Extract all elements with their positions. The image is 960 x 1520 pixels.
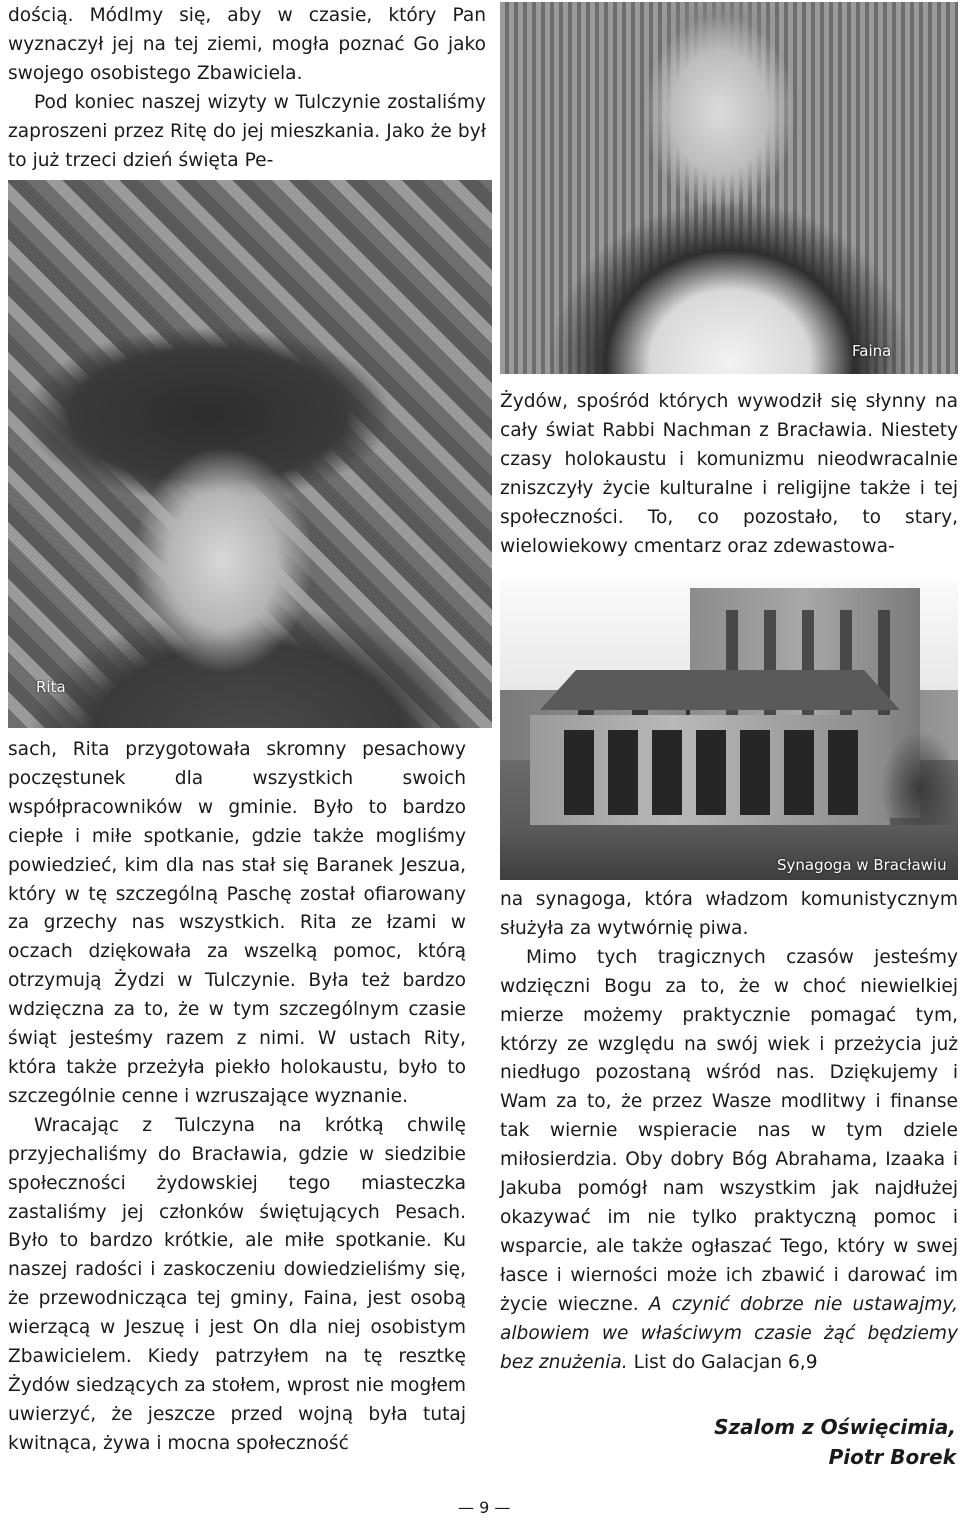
text-column-right-middle xyxy=(500,388,958,561)
bible-quote: A czynić dobrze nie ustawajmy, albowiem we właściwym czasie żąć będziemy bez znużenia. xyxy=(500,1293,958,1373)
photo-synagogue xyxy=(500,580,958,880)
paragraph: sach, Rita przygotowała skromny pesachowy poczęstunek dla wszystkich swoich współpracowników w gminie. Było to bardzo ciepłe i miłe spotkanie, gdzie także mogliśmy powiedzieć, kim dla nas stał się Baranek Jeszua, który w tę szczególną Paschę został ofiarowany za grzechy nas wszystkich. Rita ze łzami w oczach dziękowała za wszelką pomoc, którą otrzymują Żydzi w Tulczynie. Była też bardzo wdzięczna za to, że w tym szczególnym czasie świąt jesteśmy razem z nimi. W ustach Rity, która także przeżyła piekło holokaustu, było to szczególnie cenne i wzruszające wyznanie. xyxy=(8,739,466,1107)
paragraph: na synagoga, która władzom komunistycznym służyła za wytwórnię piwa. xyxy=(500,889,958,939)
signature-line-1: Szalom z Oświęcimia, xyxy=(714,1415,956,1439)
paragraph xyxy=(500,944,958,1378)
photo-hall-windows xyxy=(550,730,870,815)
page-number: — 9 — xyxy=(458,1498,511,1517)
paragraph-text: Mimo tych tragicznych czasów jesteśmy wdzięczni Bogu za to, że w choć niewielkiej mierze możemy praktycznie pomagać tym, którzy ze względu na swój wiek i przeżycia już niedługo pozostaną wśród nas. Dziękujemy i Wam za to, że przez Wasze modlitwy i finanse tak wiernie wspieracie nas w tym dziele miłosierdzia. Oby dobry Bóg Abrahama, Izaaka i Jakuba pomógł nam wszystkim jak najdłużej okazywać im nie tylko praktyczną pomoc i wsparcie, ale także ogłaszać Tego, który w swej łasce i wierności może ich zbawić i darować im życie wieczne. xyxy=(500,946,958,1315)
text-column-bottom-right xyxy=(500,886,958,1377)
paragraph: dością. Módlmy się, aby w czasie, który Pan wyznaczył jej na tej ziemi, mogła poznać Go jako swojego osobistego Zbawiciela. xyxy=(8,5,486,84)
paragraph: Pod koniec naszej wizyty w Tulczynie zostaliśmy zaproszeni przez Ritę do jej mieszkania. Jako że był to już trzeci dzień święta Pe- xyxy=(8,91,486,171)
text-column-top-left xyxy=(8,2,486,175)
photo-caption-faina: Faina xyxy=(852,342,892,360)
signature xyxy=(636,1412,956,1472)
photo-faina xyxy=(500,2,958,374)
photo-caption-synagogue: Synagoga w Bracławiu xyxy=(777,856,947,874)
paragraph: Wracając z Tulczyna na krótką chwilę przyjechaliśmy do Bracławia, gdzie w siedzibie społeczności żydowskiej tego miasteczka zastaliśmy jej członków świętujących Pesach. Było to bardzo krótkie, ale miłe spotkanie. Ku naszej radości i zaskoczeniu dowiedzieliśmy się, że przewodnicząca tej gminy, Faina, jest osobą wierzącą w Jeszuę i jest On dla niej osobistym Zbawicielem. Kiedy patrzyłem na tę resztkę Żydów siedzących za stołem, wprost nie mogłem uwierzyć, że jeszcze przed wojną była tutaj kwitnąca, żywa i mocna społeczność xyxy=(8,1114,466,1454)
signature-line-2: Piotr Borek xyxy=(828,1445,956,1469)
photo-rita xyxy=(8,180,492,728)
photo-roof xyxy=(540,670,900,710)
text-column-bottom-left xyxy=(8,736,466,1459)
photo-caption-rita: Rita xyxy=(36,678,66,696)
bible-reference: List do Galacjan 6,9 xyxy=(633,1351,818,1373)
paragraph: Żydów, spośród których wywodził się słynny na cały świat Rabbi Nachman z Bracławia. Niestety czasy holokaustu i komunizmu nieodwracalnie zniszczyły życie kulturalne i religijne także i tej społeczności. To, co pozostało, to stary, wielowiekowy cmentarz oraz zdewastowa- xyxy=(500,391,958,557)
